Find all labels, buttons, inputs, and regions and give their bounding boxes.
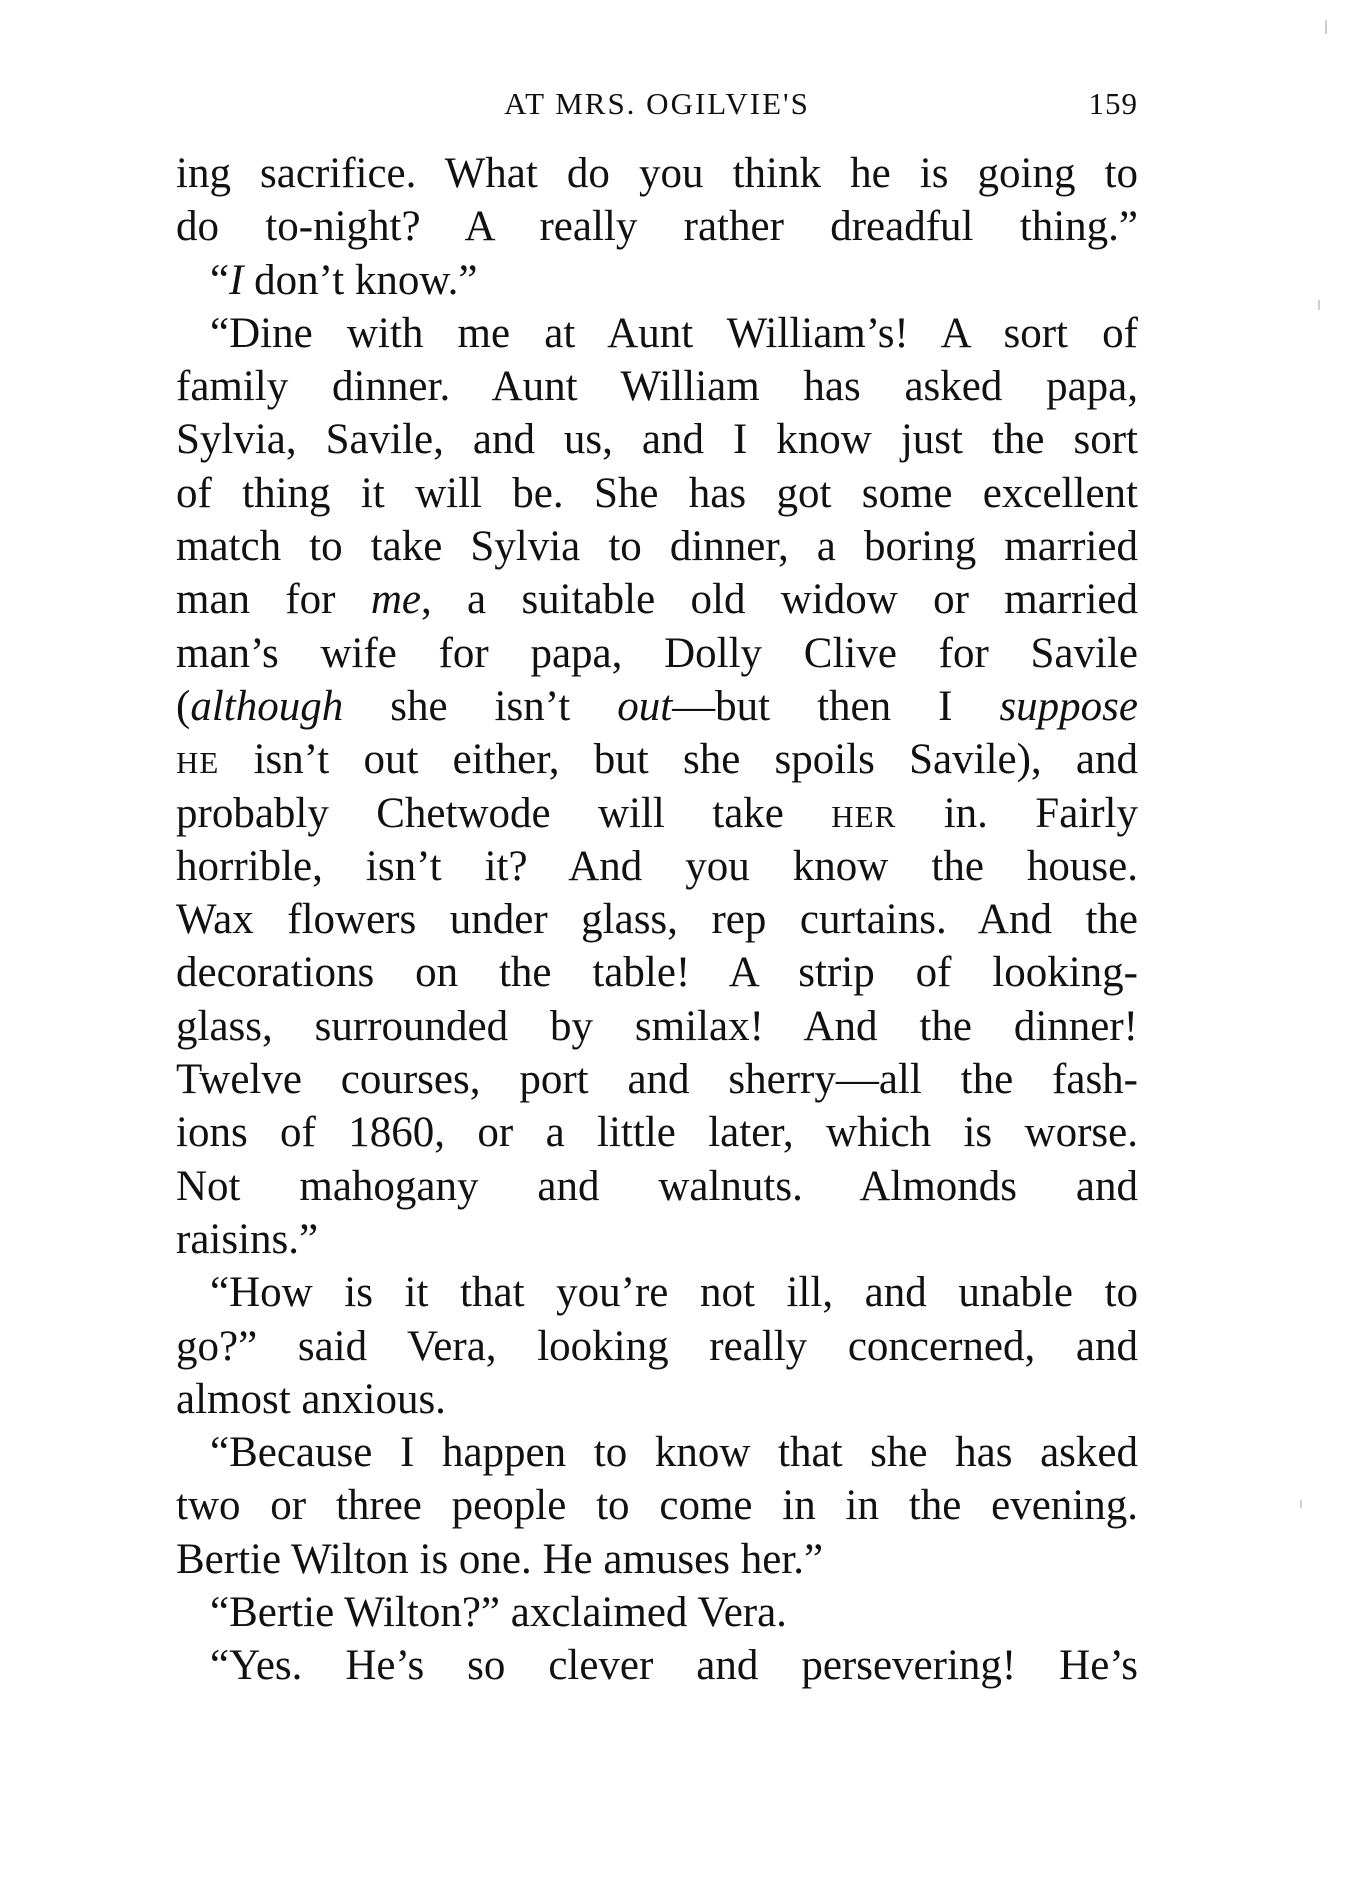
- text-segment: two or three people to come in in the evening.: [176, 1482, 1138, 1530]
- text-segment: suppose: [999, 682, 1138, 730]
- text-line: [176, 307, 1138, 360]
- running-head: [176, 86, 1138, 126]
- text-segment: horrible, isn’t it? And you know the house.: [176, 842, 1138, 890]
- text-segment: man for: [176, 576, 371, 624]
- text-segment: raisins.”: [176, 1215, 319, 1263]
- text-segment: me: [370, 576, 421, 624]
- body-text: [176, 147, 1138, 1693]
- text-line: [176, 627, 1138, 680]
- text-segment: almost anxious.: [176, 1375, 446, 1423]
- text-line: [176, 147, 1138, 200]
- scan-mark: [1300, 1500, 1302, 1508]
- text-segment: ions of 1860, or a little later, which is worse.: [176, 1109, 1138, 1157]
- text-line: [176, 573, 1138, 626]
- text-line: [176, 1106, 1138, 1159]
- text-segment: “How is it that you’re not ill, and unable to: [210, 1269, 1138, 1317]
- text-segment: family dinner. Aunt William has asked papa,: [176, 363, 1138, 411]
- text-segment: do to-night? A really rather dreadful thing.”: [176, 203, 1138, 251]
- text-line: [176, 200, 1138, 253]
- text-line: [176, 1479, 1138, 1532]
- text-segment: I: [229, 256, 244, 304]
- text-line: [176, 1639, 1138, 1692]
- text-line: [176, 840, 1138, 893]
- text-line: [176, 467, 1138, 520]
- text-segment: isn’t out either, but she spoils Savile), and: [219, 736, 1138, 784]
- text-line: [176, 1053, 1138, 1106]
- text-segment: out: [617, 682, 673, 730]
- text-segment: “Bertie Wilton?” axclaimed Vera.: [210, 1589, 787, 1637]
- text-segment: , a suitable old widow or married: [420, 576, 1138, 624]
- text-line: [176, 1160, 1138, 1213]
- text-line: [176, 520, 1138, 573]
- text-segment: match to take Sylvia to dinner, a boring married: [176, 523, 1138, 571]
- text-segment: Bertie Wilton is one. He amuses her.”: [176, 1535, 824, 1583]
- text-line: [176, 1213, 1138, 1266]
- text-segment: Wax flowers under glass, rep curtains. And the: [176, 896, 1138, 944]
- text-line: [176, 254, 1138, 307]
- text-segment: HER: [831, 798, 897, 834]
- text-segment: man’s wife for papa, Dolly Clive for Savile: [176, 629, 1138, 677]
- text-line: [176, 1586, 1138, 1639]
- text-segment: ing sacrifice. What do you think he is going to: [176, 150, 1138, 197]
- text-segment: she isn’t: [343, 682, 618, 730]
- text-segment: “Because I happen to know that she has asked: [210, 1429, 1138, 1477]
- text-segment: decorations on the table! A strip of looking-: [176, 949, 1138, 997]
- text-segment: Twelve courses, port and sherry—all the fash-: [176, 1056, 1138, 1104]
- text-segment: in. Fairly: [896, 789, 1138, 837]
- text-line: [176, 1426, 1138, 1479]
- scan-mark: [1325, 20, 1327, 34]
- text-line: [176, 1533, 1138, 1586]
- text-segment: HE: [176, 745, 220, 781]
- text-segment: Sylvia, Savile, and us, and I know just the sort: [176, 416, 1138, 464]
- text-line: [176, 1000, 1138, 1053]
- text-segment: glass, surrounded by smilax! And the dinner!: [176, 1002, 1138, 1050]
- page-number: 159: [1088, 86, 1138, 121]
- text-segment: “Dine with me at Aunt William’s! A sort of: [210, 309, 1138, 357]
- text-segment: of thing it will be. She has got some excellent: [176, 469, 1138, 517]
- text-segment: although: [190, 682, 344, 730]
- text-line: [176, 733, 1138, 786]
- scan-mark: [1318, 300, 1320, 310]
- text-segment: Not mahogany and walnuts. Almonds and: [176, 1162, 1138, 1210]
- text-segment: go?” said Vera, looking really concerned, and: [176, 1322, 1138, 1370]
- text-segment: “Yes. He’s so clever and persevering! He’s: [210, 1642, 1138, 1690]
- text-segment: don’t know.”: [243, 256, 478, 304]
- text-line: [176, 893, 1138, 946]
- text-line: [176, 413, 1138, 466]
- text-line: [176, 360, 1138, 413]
- text-segment: —but then I: [672, 682, 1000, 730]
- text-line: [176, 1373, 1138, 1426]
- text-segment: (: [176, 682, 191, 730]
- running-title: AT MRS. OGILVIE'S: [504, 86, 810, 121]
- text-line: [176, 946, 1138, 999]
- text-line: [176, 1320, 1138, 1373]
- text-line: [176, 787, 1138, 840]
- text-line: [176, 680, 1138, 733]
- text-segment: probably Chetwode will take: [176, 789, 832, 837]
- text-segment: “: [210, 256, 230, 304]
- text-line: [176, 1266, 1138, 1319]
